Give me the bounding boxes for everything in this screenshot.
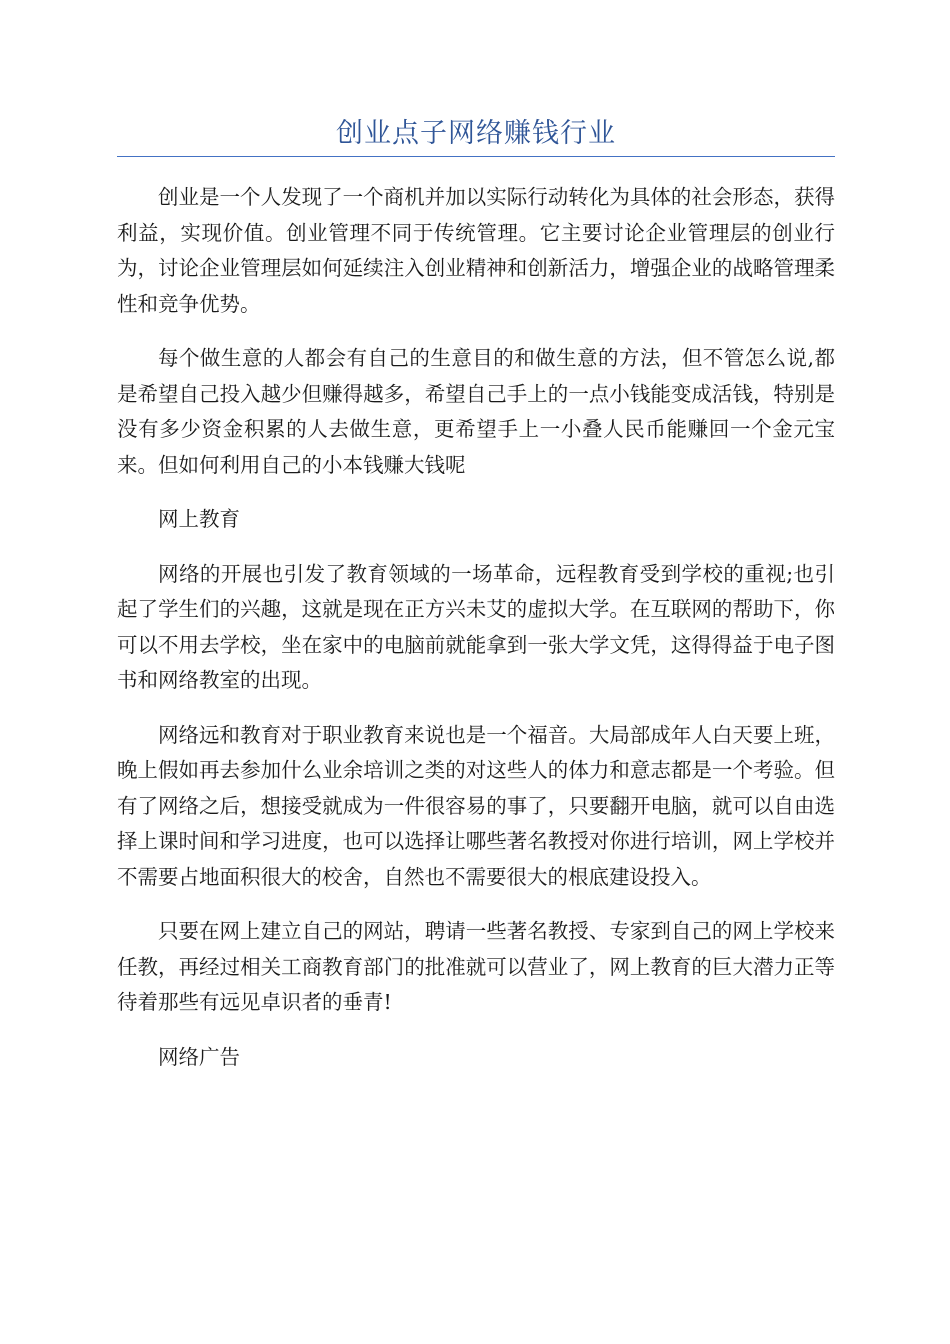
paragraph-vocational-education: 网络远和教育对于职业教育来说也是一个福音。大局部成年人白天要上班，晚上假如再去参加什么业余培训之类的对这些人的体力和意志都是一个考验。但有了网络之后，想接受就成为一件很容易的事了，只要翻开电脑，就可以自由选择上课时间和学习进度，也可以选择让哪些著名教授对你进行培训，网上学校并不需要占地面积很大的校舍，自然也不需要很大的根底建设投入。 xyxy=(117,722,835,889)
section-heading-online-advertising: 网络广告 xyxy=(158,1044,240,1069)
document-title: 创业点子网络赚钱行业 xyxy=(336,118,616,149)
section-heading-online-education: 网上教育 xyxy=(158,507,240,531)
paragraph-intro: 创业是一个人发现了一个商机并加以实际行动转化为具体的社会形态，获得利益，实现价值。创业管理不同于传统管理。它主要讨论企业管理层的创业行为，讨论企业管理层如何延续注入创业精神和创新活力，增强企业的战略管理柔性和竞争优势。 xyxy=(117,185,835,316)
document-body xyxy=(117,180,835,1075)
paragraph-build-website: 只要在网上建立自己的网站，聘请一些著名教授、专家到自己的网上学校来任教，再经过相关工商教育部门的批准就可以营业了，网上教育的巨大潜力正等待着那些有远见卓识者的垂青! xyxy=(117,919,835,1014)
paragraph-education-revolution: 网络的开展也引发了教育领域的一场革命，远程教育受到学校的重视;也引起了学生们的兴趣，这就是现在正方兴未艾的虚拟大学。在互联网的帮助下，你可以不用去学校，坐在家中的电脑前就能拿到一张大学文凭，这得得益于电子图书和网络教室的出现。 xyxy=(117,561,835,692)
title-block xyxy=(117,114,835,157)
paragraph-business: 每个做生意的人都会有自己的生意目的和做生意的方法，但不管怎么说,都是希望自己投入越少但赚得越多，希望自己手上的一点小钱能变成活钱，特别是没有多少资金积累的人去做生意，更希望手上一小叠人民币能赚回一个金元宝来。但如何利用自己的小本钱赚大钱呢 xyxy=(117,346,835,477)
document-page xyxy=(117,0,835,1094)
